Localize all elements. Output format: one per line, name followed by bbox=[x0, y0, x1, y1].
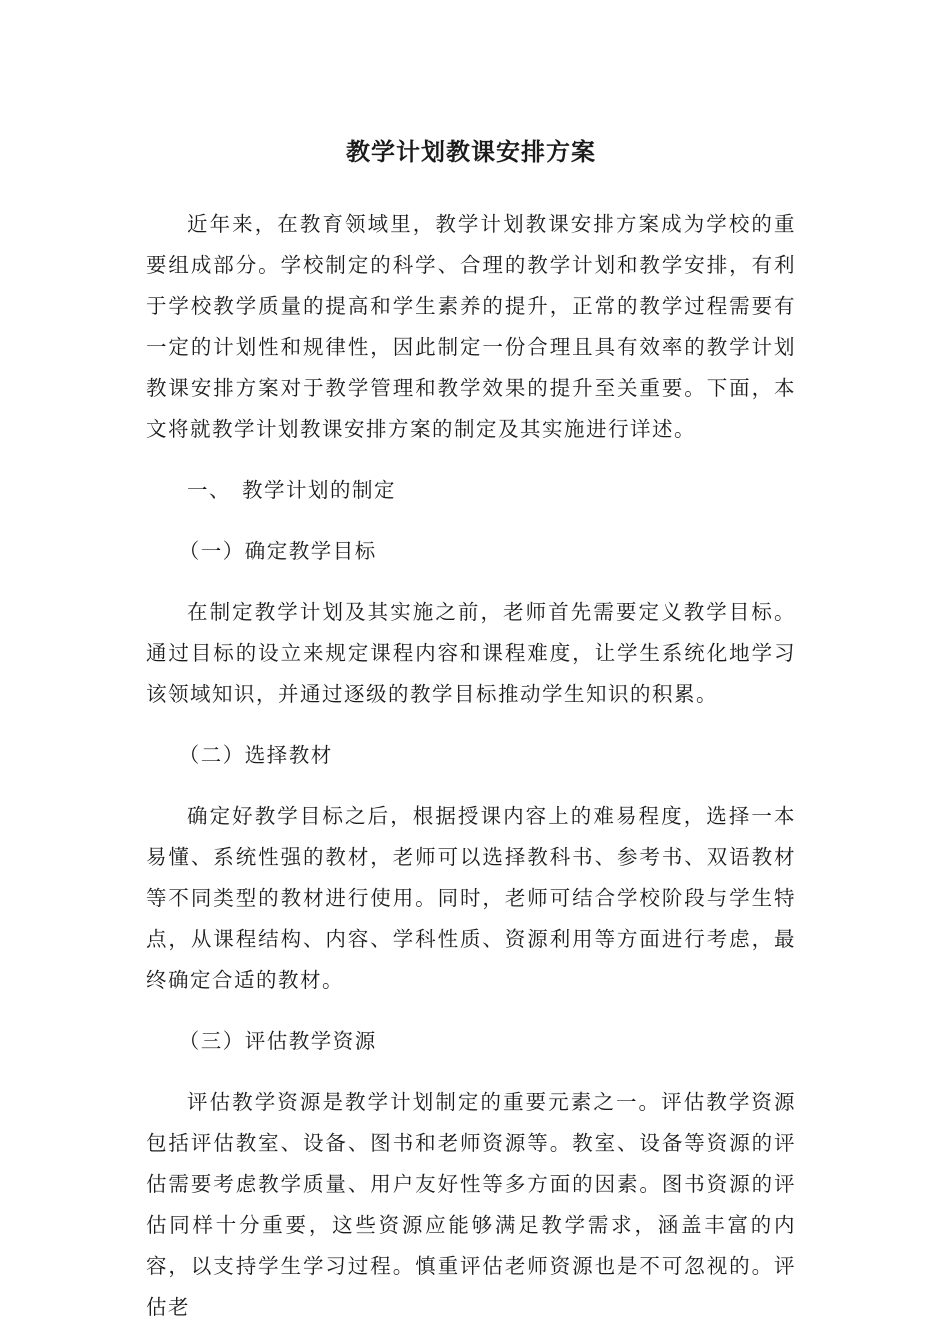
subsection-body-3: 评估教学资源是教学计划制定的重要元素之一。评估教学资源包括评估教室、设备、图书和老师资源等。教室、设备等资源的评估需要考虑教学质量、用户友好性等多方面的因素。图书资源的评估同样十分重要，这些资源应能够满足教学需求，涵盖丰富的内容，以支持学生学习过程。慎重评估老师资源也是不可忽视的。评估老 bbox=[146, 1090, 796, 1319]
intro-paragraph: 近年来，在教育领域里，教学计划教课安排方案成为学校的重要组成部分。学校制定的科学、合理的教学计划和教学安排，有利于学校教学质量的提高和学生素养的提升，正常的教学过程需要有一定的计划性和规律性，因此制定一份合理且具有效率的教学计划教课安排方案对于教学管理和教学效果的提升至关重要。下面，本文将就教学计划教课安排方案的制定及其实施进行详述。 bbox=[146, 212, 796, 441]
subsection-body-1: 在制定教学计划及其实施之前，老师首先需要定义教学目标。通过目标的设立来规定课程内容和课程难度，让学生系统化地学习该领域知识，并通过逐级的教学目标推动学生知识的积累。 bbox=[146, 600, 796, 706]
document-title: 教学计划教课安排方案 bbox=[346, 138, 596, 166]
subsection-heading-2: （二）选择教材 bbox=[178, 743, 333, 767]
section-title: 教学计划的制定 bbox=[242, 478, 396, 502]
subsection-heading-3: （三）评估教学资源 bbox=[178, 1029, 377, 1053]
section-number: 一、 bbox=[187, 478, 231, 502]
subsection-heading-1: （一）确定教学目标 bbox=[178, 539, 377, 563]
subsection-body-2: 确定好教学目标之后，根据授课内容上的难易程度，选择一本易懂、系统性强的教材，老师可以选择教科书、参考书、双语教材等不同类型的教材进行使用。同时，老师可结合学校阶段与学生特点，从课程结构、内容、学科性质、资源利用等方面进行考虑，最终确定合适的教材。 bbox=[146, 804, 796, 992]
section-heading bbox=[146, 470, 796, 511]
